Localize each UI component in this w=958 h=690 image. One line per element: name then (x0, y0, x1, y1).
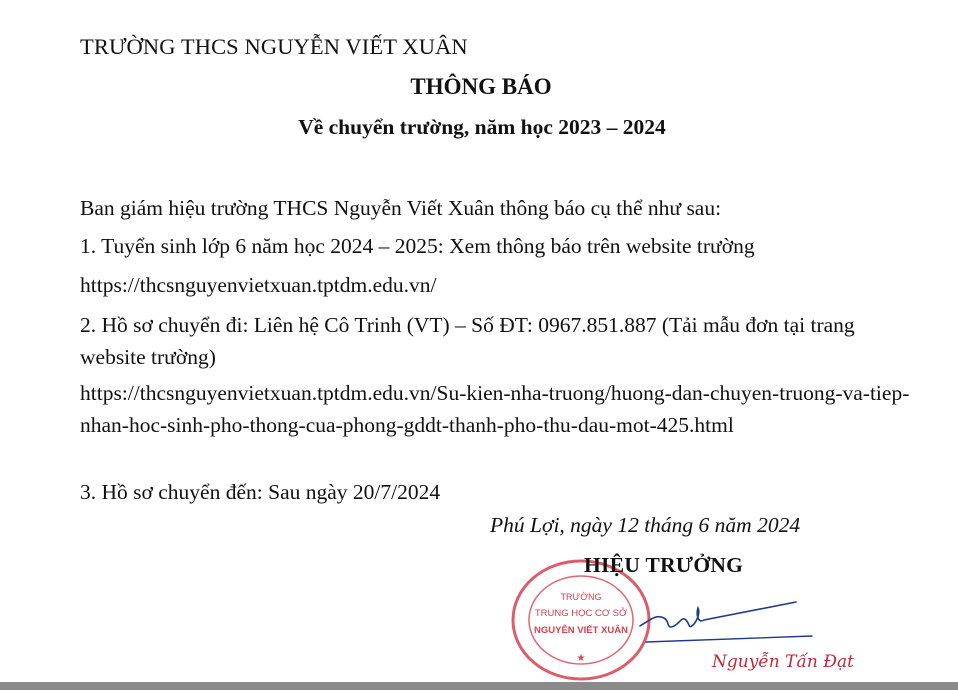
item-2-url: https://thcsnguyenvietxuan.tptdm.edu.vn/Su-kien-nha-truong/huong-dan-chuyen-truong-va-tiep-nhan-hoc-sinh-pho-thong-cua-phong-gddt-thanh-pho-thu-dau-mot-425.html (80, 381, 910, 437)
seal-line-1: TRƯỜNG (560, 592, 602, 602)
intro-paragraph: Ban giám hiệu trường THCS Nguyễn Viết Xuân thông báo cụ thể như sau: (80, 196, 722, 220)
principal-title: HIỆU TRƯỞNG (584, 553, 744, 577)
place-date: Phú Lợi, ngày 12 tháng 6 năm 2024 (490, 513, 801, 537)
item-1-text: 1. Tuyển sinh lớp 6 năm học 2024 – 2025: Xem thông báo trên website trường (80, 234, 755, 258)
item-3-text: 3. Hồ sơ chuyển đến: Sau ngày 20/7/2024 (80, 480, 441, 504)
school-name: TRƯỜNG THCS NGUYỄN VIẾT XUÂN (80, 34, 468, 59)
handwritten-signature (636, 590, 816, 650)
seal-line-3: NGUYỄN VIẾT XUÂN (534, 625, 628, 636)
signer-name: Nguyễn Tấn Đạt (712, 652, 854, 672)
document-subtitle: Về chuyển trường, năm học 2023 – 2024 (298, 115, 666, 139)
seal-line-2: TRUNG HỌC CƠ SỞ (534, 608, 628, 619)
svg-text:★: ★ (576, 653, 586, 664)
document-title: THÔNG BÁO (410, 74, 552, 99)
item-2-text: 2. Hồ sơ chuyển đi: Liên hệ Cô Trinh (VT) – Số ĐT: 0967.851.887 (Tải mẫu đơn tại trang website trường) (80, 313, 855, 369)
bottom-edge-bar (0, 682, 958, 690)
item-1-url: https://thcsnguyenvietxuan.tptdm.edu.vn/ (80, 273, 437, 297)
